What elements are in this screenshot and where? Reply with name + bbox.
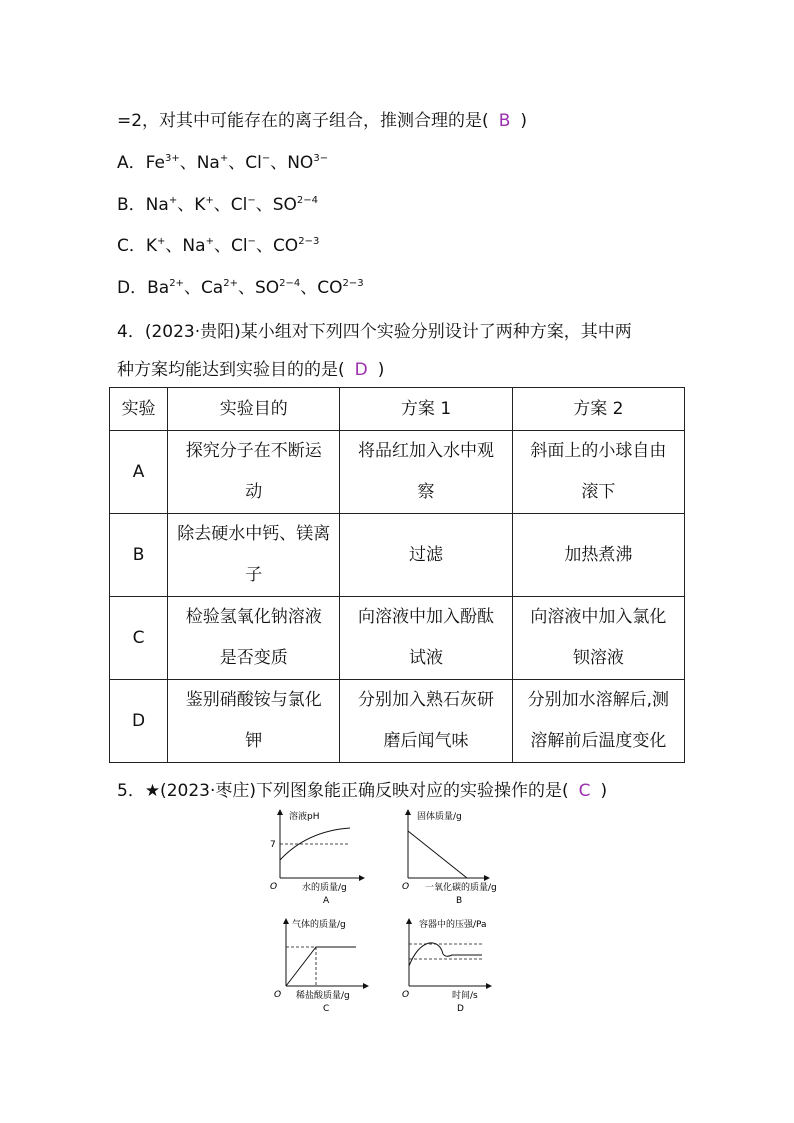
ion-symbol: Ca (200, 278, 224, 298)
cell-line: 子 (245, 565, 263, 585)
ion-symbol: SO (254, 278, 280, 298)
ion-charge: − (247, 236, 256, 247)
chart-c-xlabel: 稀盐酸质量/g (296, 991, 350, 1001)
q3-option-label: D． (117, 278, 148, 298)
ion-symbol: Cl (230, 195, 248, 215)
ion-separator: 、 (255, 195, 273, 215)
table-cell-purpose (168, 514, 340, 597)
chart-a-origin: O (270, 882, 278, 892)
table-cell-plan1 (340, 431, 512, 514)
chart-d-curve (409, 943, 482, 966)
ion-separator: 、 (165, 236, 183, 256)
table-cell-id: C (110, 597, 168, 680)
cell-line: 试液 (409, 648, 444, 668)
ion-separator: 、 (270, 153, 288, 173)
table-cell-plan2 (512, 597, 684, 680)
cell-line: 检验氢氧化钠溶液 (185, 607, 322, 627)
table-cell-purpose (168, 597, 340, 680)
chart-c-ylabel: 气体的质量/g (292, 920, 346, 930)
q5-close: ) (600, 781, 608, 801)
ion-separator: 、 (177, 195, 195, 215)
ion-charge: 2+ (169, 278, 184, 289)
ion-separator: 、 (228, 153, 246, 173)
ion-symbol: K (194, 195, 206, 215)
table-cell-plan1 (340, 597, 512, 680)
table-row (110, 514, 685, 597)
ion-charge: 2−4 (279, 278, 301, 289)
ion-separator: 、 (300, 278, 318, 298)
ion-charge: + (205, 236, 214, 247)
table-cell-id: B (110, 514, 168, 597)
ion-charge: + (168, 195, 178, 206)
table-cell-plan2 (512, 431, 684, 514)
ion-separator: 、 (179, 153, 197, 173)
q3-stem-line (117, 106, 527, 131)
table-cell-id: D (110, 680, 168, 763)
cell-line: 察 (417, 482, 435, 502)
chart-b-ylabel: 固体质量/g (417, 812, 462, 822)
chart-b-line (408, 831, 467, 878)
q3-stem: =2，对其中可能存在的离子组合，推测合理的是( (117, 111, 489, 131)
q3-option-label: B． (117, 195, 146, 215)
q5-stem-line (117, 776, 607, 801)
chart-b-origin: O (402, 882, 410, 892)
chart-d-origin: O (402, 990, 410, 1000)
cell-line: 除去硬水中钙、镁离 (177, 524, 331, 544)
q5-charts-svg (262, 806, 542, 1016)
ion-separator: 、 (213, 236, 231, 256)
q3-option (117, 273, 364, 298)
table-header-row (110, 388, 685, 431)
chart-b-xlabel: 一氧化碳的质量/g (425, 883, 497, 893)
header-purpose: 实验目的 (168, 388, 340, 431)
chart-a-ytick: 7 (270, 840, 276, 850)
table-cell-id: A (110, 431, 168, 514)
q3-option (117, 231, 319, 256)
cell-line: 钡溶液 (572, 648, 624, 668)
ion-charge: 2−4 (296, 195, 319, 206)
ion-symbol: Na (145, 195, 169, 215)
ion-symbol: CO (317, 278, 343, 298)
ion-separator: 、 (183, 278, 201, 298)
chart-a (270, 810, 362, 906)
cell-line: 加热煮沸 (564, 544, 633, 565)
table-cell-purpose (168, 680, 340, 763)
q3-option-label: A． (117, 153, 146, 173)
q3-answer: B (498, 111, 511, 131)
cell-line: 溶解前后温度变化 (530, 731, 667, 751)
q3-option (117, 148, 328, 173)
cell-line: 钾 (245, 731, 263, 751)
cell-line: 磨后闻气味 (383, 731, 469, 751)
chart-c (274, 918, 366, 1014)
ion-symbol: Na (196, 153, 220, 173)
ion-separator: 、 (213, 195, 231, 215)
chart-b-letter: B (456, 896, 463, 906)
ion-charge: 3+ (164, 153, 180, 164)
ion-separator: 、 (237, 278, 255, 298)
ion-symbol: SO (272, 195, 297, 215)
cell-line: 斜面上的小球自由 (530, 441, 667, 461)
cell-line: 是否变质 (219, 648, 288, 668)
q3-option (117, 190, 318, 215)
table-cell-plan2 (512, 514, 684, 597)
q5-answer: C (578, 781, 591, 801)
cell-line: 滚下 (581, 482, 616, 502)
q5-stem: 5．★(2023·枣庄)下列图象能正确反映对应的实验操作的是( (117, 781, 569, 801)
cell-line: 动 (245, 482, 263, 502)
cell-line: 过滤 (409, 544, 444, 565)
ion-symbol: Ba (147, 278, 170, 298)
ion-symbol: Na (182, 236, 206, 256)
q4-answer: D (354, 360, 368, 380)
ion-charge: − (247, 195, 256, 206)
header-experiment: 实验 (110, 388, 168, 431)
q3-option-label: C． (117, 236, 146, 256)
table-row (110, 431, 685, 514)
table-cell-plan1 (340, 680, 512, 763)
chart-a-xlabel: 水的质量/g (302, 883, 347, 893)
ion-symbol: Cl (245, 153, 262, 173)
table-cell-plan1 (340, 514, 512, 597)
ion-charge: 3− (313, 153, 329, 164)
cell-line: 分别加水溶解后,测 (527, 690, 670, 710)
q4-close: ) (377, 360, 385, 380)
cell-line: 鉴别硝酸铵与氯化 (185, 690, 322, 710)
table-row (110, 680, 685, 763)
chart-d-letter: D (457, 1004, 464, 1014)
q4-stem-line2 (117, 355, 384, 380)
chart-a-ylabel: 溶液pH (289, 812, 320, 822)
ion-symbol: CO (272, 236, 299, 256)
ion-symbol: NO (287, 153, 314, 173)
ion-separator: 、 (255, 236, 273, 256)
q4-stem: 种方案均能达到实验目的的是( (117, 360, 345, 380)
ion-charge: + (157, 236, 166, 247)
header-plan1: 方案 1 (340, 388, 512, 431)
q4-stem-line1: 4．(2023·贵阳)某小组对下列四个实验分别设计了两种方案，其中两 (117, 322, 632, 342)
chart-c-line (286, 947, 356, 986)
header-plan2: 方案 2 (512, 388, 684, 431)
cell-line: 向溶液中加入酚酞 (358, 607, 495, 627)
table-body (110, 431, 685, 763)
ion-charge: 2+ (223, 278, 238, 289)
cell-line: 向溶液中加入氯化 (530, 607, 667, 627)
ion-symbol: K (145, 236, 158, 256)
chart-d-ylabel: 容器中的压强/Pa (419, 920, 487, 930)
ion-symbol: Fe (145, 153, 165, 173)
ion-symbol: Cl (230, 236, 248, 256)
cell-line: 分别加入熟石灰研 (358, 690, 495, 710)
experiment-table (109, 387, 685, 763)
chart-b (402, 810, 497, 906)
ion-charge: − (261, 153, 271, 164)
chart-d (402, 918, 489, 1014)
ion-charge: 2−3 (342, 278, 364, 289)
q3-close: ) (520, 111, 528, 131)
q5-charts (262, 806, 542, 1016)
ion-charge: + (205, 195, 214, 206)
chart-d-xlabel: 时间/s (452, 991, 478, 1001)
chart-c-letter: C (323, 1004, 330, 1014)
table-cell-purpose (168, 431, 340, 514)
chart-c-origin: O (274, 990, 282, 1000)
ion-charge: + (219, 153, 229, 164)
table-cell-plan2 (512, 680, 684, 763)
chart-a-letter: A (323, 896, 330, 906)
cell-line: 探究分子在不断运 (185, 441, 322, 461)
ion-charge: 2−3 (298, 236, 320, 247)
cell-line: 将品红加入水中观 (358, 441, 495, 461)
table-row (110, 597, 685, 680)
